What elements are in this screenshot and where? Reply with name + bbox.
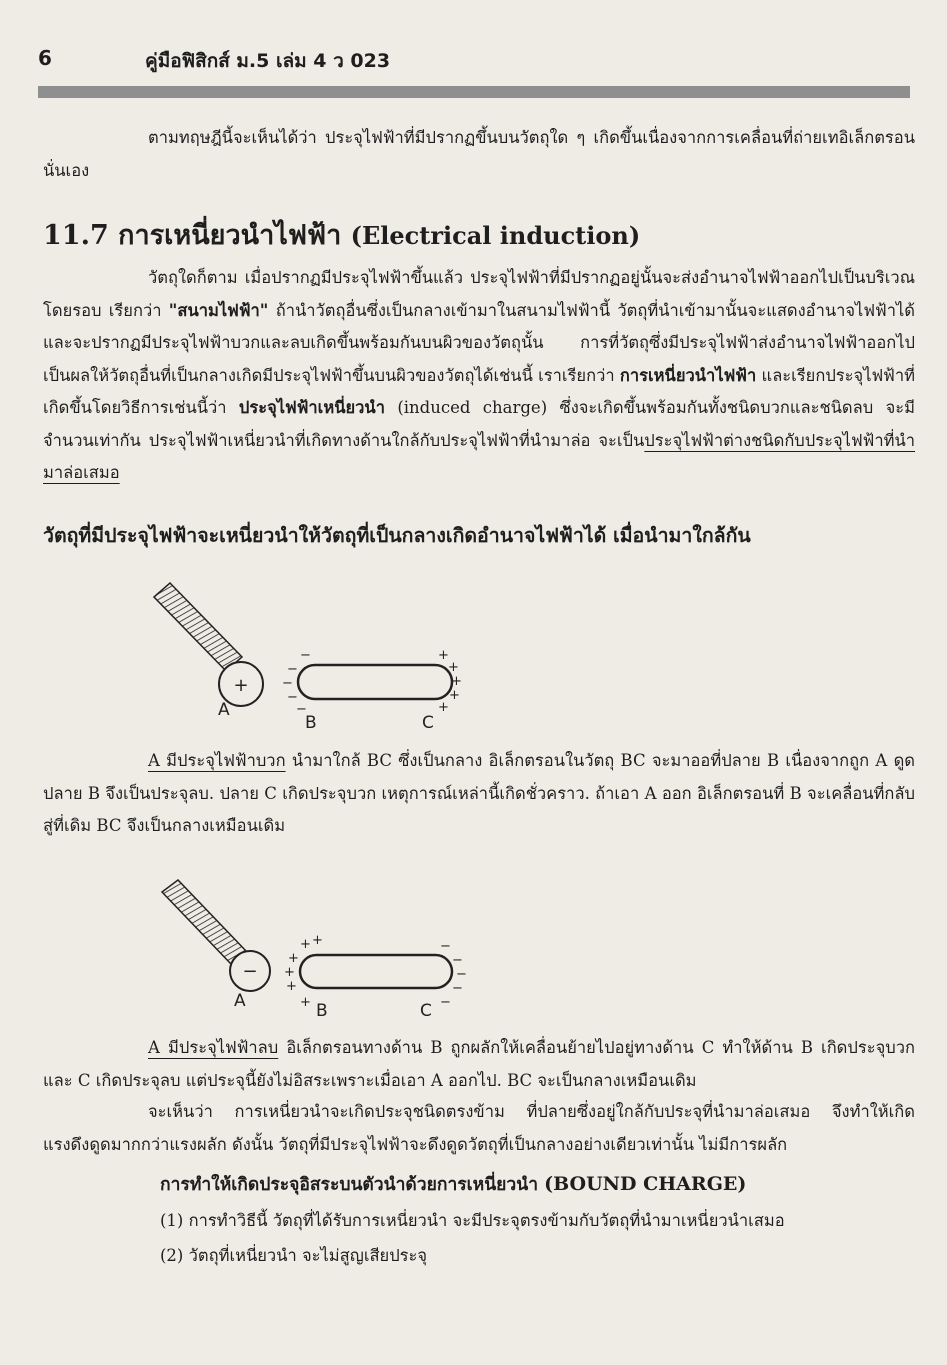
bound-charge-title-en: (BOUND CHARGE) (544, 1173, 747, 1195)
label-a: A (218, 700, 230, 720)
svg-text:−: − (287, 662, 298, 677)
bound-charge-item-2: (2) วัตถุที่เหนี่ยวนำ จะไม่สูญเสียประจุ (160, 1246, 428, 1265)
svg-text:−: − (296, 702, 307, 717)
section-number-title: 11.7 การเหนี่ยวนำไฟฟ้า (43, 220, 342, 251)
header-rule (38, 86, 910, 98)
neutral-conductor (300, 955, 452, 988)
figure-negative-induction (150, 872, 480, 1022)
svg-text:+: + (288, 951, 299, 966)
label-c: C (420, 1001, 432, 1021)
positive-charge-paragraph (43, 745, 915, 843)
svg-text:−: − (287, 690, 298, 705)
conclusion-paragraph: จะเห็นว่า การเหนี่ยวนำจะเกิดประจุชนิดตรงข้าม ที่ปลายซึ่งอยู่ใกล้กับประจุที่นำมาล่อเสมอ จึงทำให้เกิดแรงดึงดูดมากกว่าแรงผลัก ดังนั้น วัตถุที่มีประจุไฟฟ้าจะดึงดูดวัตถุที่เป็นกลางอย่างเดียวเท่านั้น ไม่มีการผลัก (43, 1102, 915, 1154)
negative-charge-paragraph (43, 1032, 915, 1097)
induction-text-2: ถ้านำวัตถุอื่นซึ่งเป็นกลางเข้ามาในสนามไฟฟ้านี้ วัตถุที่นำเข้ามานั้นจะแสดงอำนาจไฟฟ้าได้ และจะปรากฏมีประจุไฟฟ้าบวกและลบเกิดขึ้นพร้อมกันบนผิวของวัตถุนั้น การที่วัตถุซึ่งมีประจุไฟฟ้าส่งอำนาจไฟฟ้าออกไป เป็นผลให้วัตถุอื่นที่เป็นกลางเกิดมีประจุไฟฟ้าขึ้นบนผิวของวัตถุได้เช่นนี้ เราเรียกว่า (43, 300, 916, 385)
svg-text:+: + (284, 965, 295, 980)
term-electric-field: "สนามไฟฟ้า" (168, 300, 269, 320)
svg-text:−: − (282, 676, 293, 691)
svg-text:+: + (449, 688, 460, 703)
induced-positive-charges (438, 648, 462, 715)
svg-text:+: + (286, 979, 297, 994)
svg-text:+: + (300, 995, 311, 1010)
induction-text-1: วัตถุใดก็ตาม เมื่อปรากฏมีประจุไฟฟ้าขึ้นแล้ว ประจุไฟฟ้าที่มีปรากฏอยู่นั้นจะส่งอำนาจไฟฟ้าออกไปเป็นบริเวณโดยรอบ เรียกว่า (43, 268, 915, 320)
svg-text:−: − (440, 995, 451, 1010)
svg-text:+: + (300, 937, 311, 952)
intro-paragraph: ตามทฤษฎีนี้จะเห็นได้ว่า ประจุไฟฟ้าที่มีปรากฏขึ้นบนวัตถุใด ๆ เกิดขึ้นเนื่องจากการเคลื่อนที่ถ่ายเทอิเล็กตรอนนั่นเอง (43, 128, 915, 180)
sphere-charge-sign: + (233, 675, 249, 696)
svg-text:−: − (456, 967, 467, 982)
svg-text:+: + (312, 933, 323, 948)
induced-negative-charges (440, 939, 467, 1010)
charged-rod (154, 583, 242, 671)
svg-text:−: − (452, 981, 463, 996)
figure-positive-induction (130, 575, 490, 740)
page-number: 6 (38, 46, 52, 70)
label-b: B (305, 713, 317, 733)
section-english-title: (Electrical induction) (350, 221, 641, 250)
induction-text-4: (induced charge) ซึ่งจะเกิดขึ้นพร้อมกันทั้งชนิดบวกและชนิดลบ จะมีจำนวนเท่ากัน ประจุไฟฟ้าเหนี่ยวนำที่เกิดทางด้านใกล้กับประจุไฟฟ้าที่นำมาล่อ จะเป็น (43, 398, 915, 450)
svg-text:+: + (438, 648, 449, 663)
label-c: C (422, 713, 434, 733)
induction-underlined-conclusion: ประจุไฟฟ้าต่างชนิดกับประจุไฟฟ้าที่นำมาล่อเสมอ (43, 430, 915, 482)
bound-charge-item-1: (1) การทำวิธีนี้ วัตถุที่ได้รับการเหนี่ยวนำ จะมีประจุตรงข้ามกับวัตถุที่นำมาเหนี่ยวนำเสมอ (160, 1211, 785, 1230)
term-induced-charge: ประจุไฟฟ้าเหนี่ยวนำ (238, 398, 385, 417)
svg-text:+: + (438, 700, 449, 715)
negative-charge-lead: A มีประจุไฟฟ้าลบ (148, 1038, 279, 1057)
positive-charge-lead: A มีประจุไฟฟ้าบวก (148, 751, 286, 770)
bound-charge-title-th: การทำให้เกิดประจุอิสระบนตัวนำด้วยการเหนี่ยวนำ (160, 1175, 539, 1195)
svg-text:+: + (451, 674, 462, 689)
sphere-charge-sign: − (242, 961, 258, 982)
induced-negative-charges (282, 648, 311, 717)
book-title: คู่มือฟิสิกส์ ม.5 เล่ม 4 ว 023 (145, 50, 391, 72)
figure-caption: วัตถุที่มีประจุไฟฟ้าจะเหนี่ยวนำให้วัตถุที่เป็นกลางเกิดอำนาจไฟฟ้าได้ เมื่อนำมาใกล้กัน (43, 524, 751, 547)
label-a: A (234, 991, 246, 1011)
induced-positive-charges (284, 933, 323, 1010)
label-b: B (316, 1001, 328, 1021)
svg-text:−: − (452, 953, 463, 968)
negative-charge-text: อิเล็กตรอนทางด้าน B ถูกผลักให้เคลื่อนย้ายไปอยู่ทางด้าน C ทำให้ด้าน B เกิดประจุบวก และ C เกิดประจุลบ แต่ประจุนี้ยังไม่อิสระเพราะเมื่อเอา A ออกไป. BC จะเป็นกลางเหมือนเดิม (43, 1038, 915, 1090)
svg-text:−: − (300, 648, 311, 663)
neutral-conductor (298, 665, 452, 699)
svg-text:+: + (448, 660, 459, 675)
section-heading (43, 213, 640, 256)
induction-paragraph (43, 262, 915, 490)
bound-charge-heading (160, 1170, 746, 1198)
term-electrical-induction: การเหนี่ยวนำไฟฟ้า (619, 365, 757, 385)
svg-text:−: − (440, 939, 451, 954)
positive-charge-text: นำมาใกล้ BC ซึ่งเป็นกลาง อิเล็กตรอนในวัตถุ BC จะมาออที่ปลาย B เนื่องจากถูก A ดูด ปลาย B จึงเป็นประจุลบ. ปลาย C เกิดประจุบวก เหตุการณ์เหล่านี้เกิดชั่วคราว. ถ้าเอา A ออก อิเล็กตรอนที่ B จะเคลื่อนที่กลับสู่ที่เดิม BC จึงเป็นกลางเหมือนเดิม (43, 751, 915, 835)
page-header (38, 44, 910, 74)
charged-rod (162, 880, 247, 964)
induction-text-3: และเรียกประจุไฟฟ้าที่เกิดขึ้นโดยวิธีการเช่นนี้ว่า (43, 365, 915, 417)
